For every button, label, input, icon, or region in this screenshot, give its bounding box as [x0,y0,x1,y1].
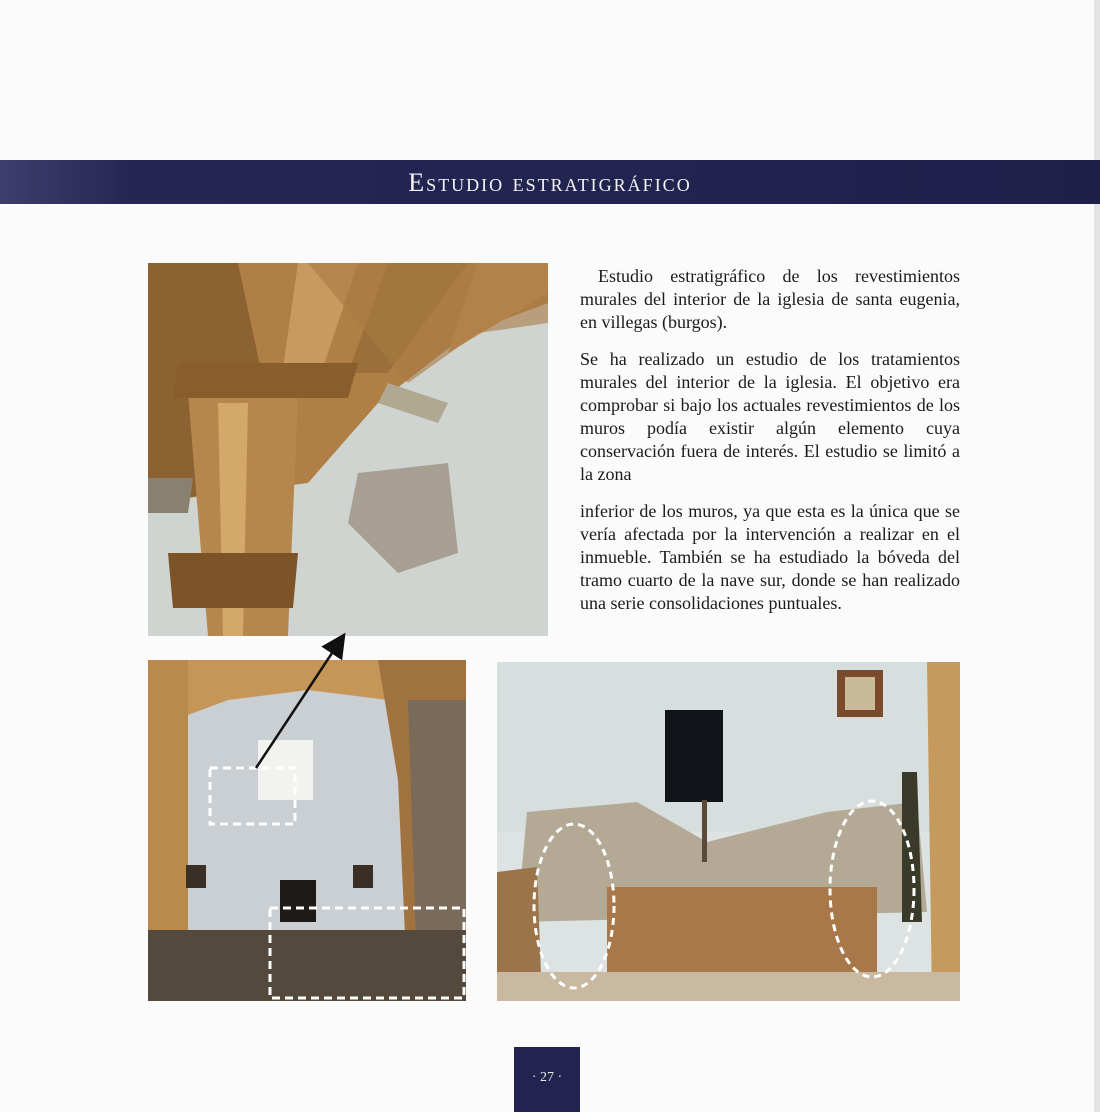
paragraph-body-1 [580,348,960,486]
paragraph-3-text: inferior de los muros, ya que esta es la única que se vería afectada por la intervención a realizar en el inmueble. También se ha estudiado la bóveda del tramo cuarto de la nave sur, donde se han realizado una serie consolidaciones puntuales. [580,501,960,613]
paragraph-1-text: Estudio estratigráfico de los revestimientos murales del interior de la iglesia de santa eugenia, en villegas (burgos). [580,266,960,332]
paragraph-intro [580,265,960,334]
photo-wall-benches [497,662,960,1001]
page-title: Estudio estratigráfico [408,168,692,197]
photo-vault-detail [148,263,548,636]
page-number: · 27 · [531,1070,563,1085]
paragraph-2-text: Se ha realizado un estudio de los tratamientos murales del interior de la iglesia. El objetivo era comprobar si bajo los actuales revestimientos de los muros podía existir algún elemento cuya conservación fuera de interés. El estudio se limitó a la zona [580,349,960,484]
paragraph-body-2 [580,500,960,615]
photo-chancel [148,660,466,1001]
